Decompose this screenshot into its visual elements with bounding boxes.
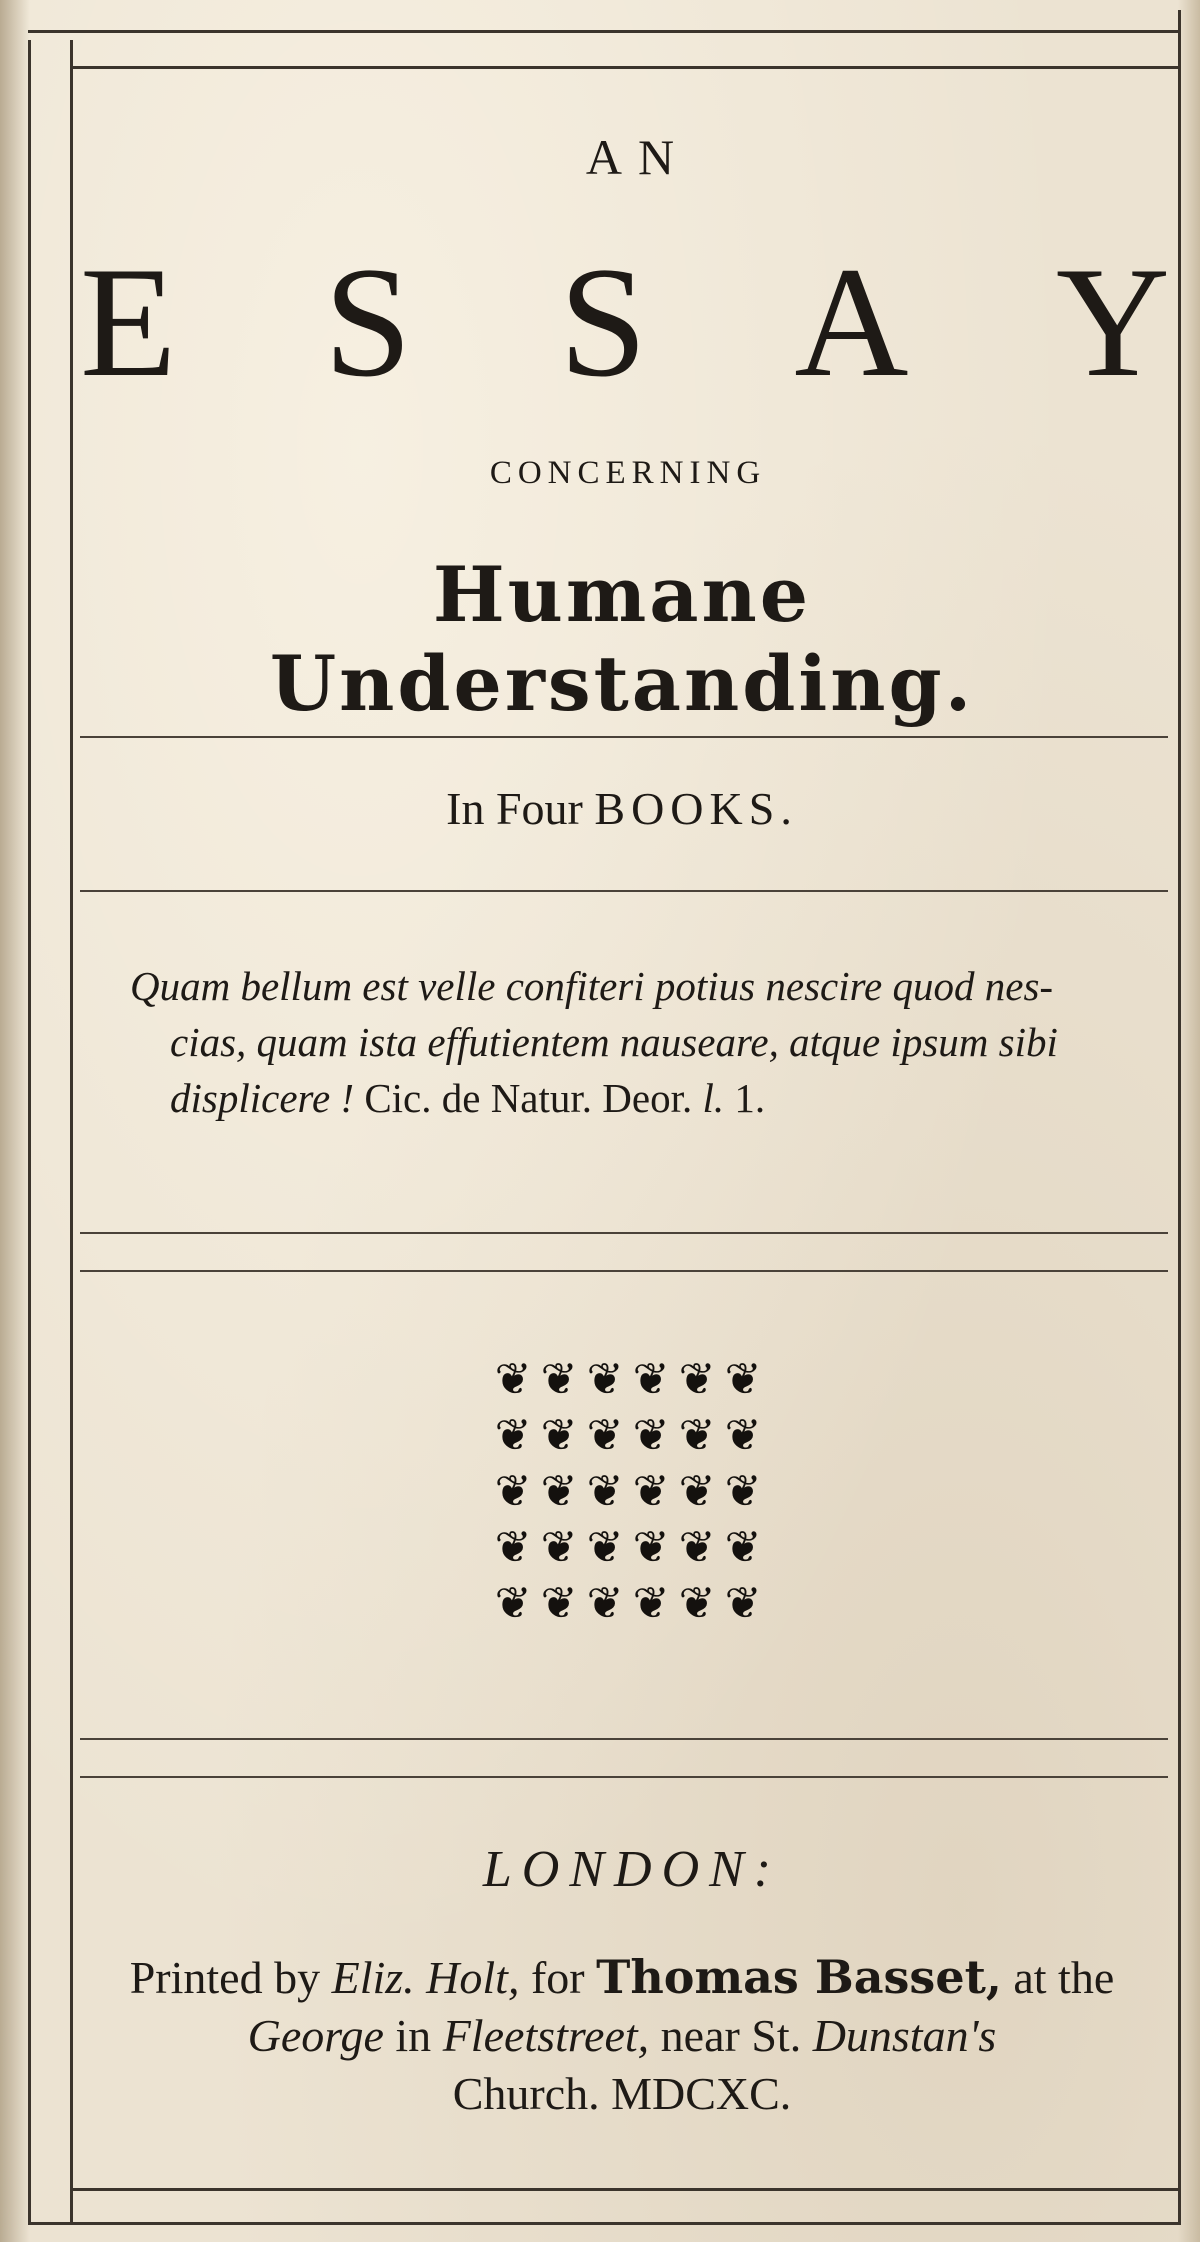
- border-left-outer: [28, 40, 31, 2225]
- fleuron-icon: ❦: [586, 1411, 624, 1460]
- fleuron-icon: ❦: [586, 1355, 624, 1404]
- border-bottom-inner: [70, 2188, 1178, 2191]
- books-prefix: In Four: [446, 783, 595, 834]
- fleuron-icon: ❦: [494, 1355, 532, 1404]
- border-top-outer: [28, 30, 1178, 33]
- fleuron-icon: ❦: [678, 1579, 716, 1628]
- fleuron-icon: ❦: [632, 1523, 670, 1572]
- page-edge-shadow-right: [1178, 0, 1200, 2242]
- books-caps: BOOKS.: [594, 783, 798, 834]
- books-line: [72, 782, 1172, 835]
- motto: [130, 958, 1170, 1126]
- title-letter: E: [80, 235, 177, 410]
- fleuron-icon: ❦: [724, 1579, 762, 1628]
- fleuron-icon: ❦: [540, 1467, 578, 1516]
- fleuron-icon: ❦: [632, 1411, 670, 1460]
- fleuron-icon: ❦: [724, 1467, 762, 1516]
- imprint: [72, 1948, 1172, 2123]
- fleuron-icon: ❦: [586, 1467, 624, 1516]
- fleuron-icon: ❦: [540, 1355, 578, 1404]
- imprint-line-3: Church. MDCXC.: [452, 2068, 792, 2119]
- motto-line-3: displicere ! Cic. de Natur. Deor. l. 1.: [170, 1075, 766, 1121]
- motto-line-1: Quam bellum est velle confiteri potius nescire quod nes-: [130, 963, 1054, 1009]
- fleuron-icon: ❦: [586, 1579, 624, 1628]
- title-main: [80, 235, 1170, 410]
- divider-after-ornament-2: [80, 1776, 1168, 1778]
- imprint-city: LONDON:: [482, 1841, 782, 1898]
- motto-book: l.: [702, 1075, 725, 1121]
- title-article: AN: [585, 129, 691, 185]
- fleuron-icon: ❦: [586, 1523, 624, 1572]
- fleuron-icon: ❦: [632, 1355, 670, 1404]
- divider-after-motto-2: [80, 1270, 1168, 1272]
- motto-line-2: cias, quam ista effutientem nauseare, atque ipsum sibi: [170, 1019, 1058, 1065]
- fleuron-icon: ❦: [724, 1411, 762, 1460]
- fleuron-icon: ❦: [678, 1523, 716, 1572]
- page-edge-shadow-left: [0, 0, 30, 2242]
- fleuron-icon: ❦: [678, 1467, 716, 1516]
- printers-ornament: [490, 1352, 766, 1632]
- fleuron-icon: ❦: [678, 1355, 716, 1404]
- title-letter: S: [559, 235, 648, 410]
- motto-number: 1.: [724, 1075, 766, 1121]
- fleuron-icon: ❦: [632, 1579, 670, 1628]
- title-letter: Y: [1055, 235, 1170, 410]
- motto-source: Cic. de Natur. Deor.: [354, 1075, 703, 1121]
- fleuron-icon: ❦: [540, 1523, 578, 1572]
- fleuron-icon: ❦: [494, 1467, 532, 1516]
- title-letter: A: [794, 235, 909, 410]
- fleuron-icon: ❦: [678, 1411, 716, 1460]
- fleuron-icon: ❦: [724, 1355, 762, 1404]
- imprint-line-2: George in Fleetstreet, near St. Dunstan's: [247, 2010, 997, 2061]
- fleuron-icon: ❦: [494, 1523, 532, 1572]
- title-subject: Humane Understanding.: [269, 550, 975, 728]
- border-bottom-outer: [28, 2222, 1178, 2225]
- divider-after-books: [80, 890, 1168, 892]
- divider-after-ornament-1: [80, 1738, 1168, 1740]
- fleuron-icon: ❦: [540, 1579, 578, 1628]
- fleuron-icon: ❦: [540, 1411, 578, 1460]
- fleuron-icon: ❦: [494, 1579, 532, 1628]
- title-concerning: CONCERNING: [489, 455, 767, 491]
- divider-after-title: [80, 736, 1168, 738]
- border-top-inner: [70, 66, 1178, 69]
- title-letter: S: [323, 235, 412, 410]
- fleuron-icon: ❦: [724, 1523, 762, 1572]
- divider-after-motto-1: [80, 1232, 1168, 1234]
- imprint-line-1: Printed by Eliz. Holt, for Thomas Basset, at the: [129, 1950, 1115, 2004]
- fleuron-icon: ❦: [494, 1411, 532, 1460]
- fleuron-icon: ❦: [632, 1467, 670, 1516]
